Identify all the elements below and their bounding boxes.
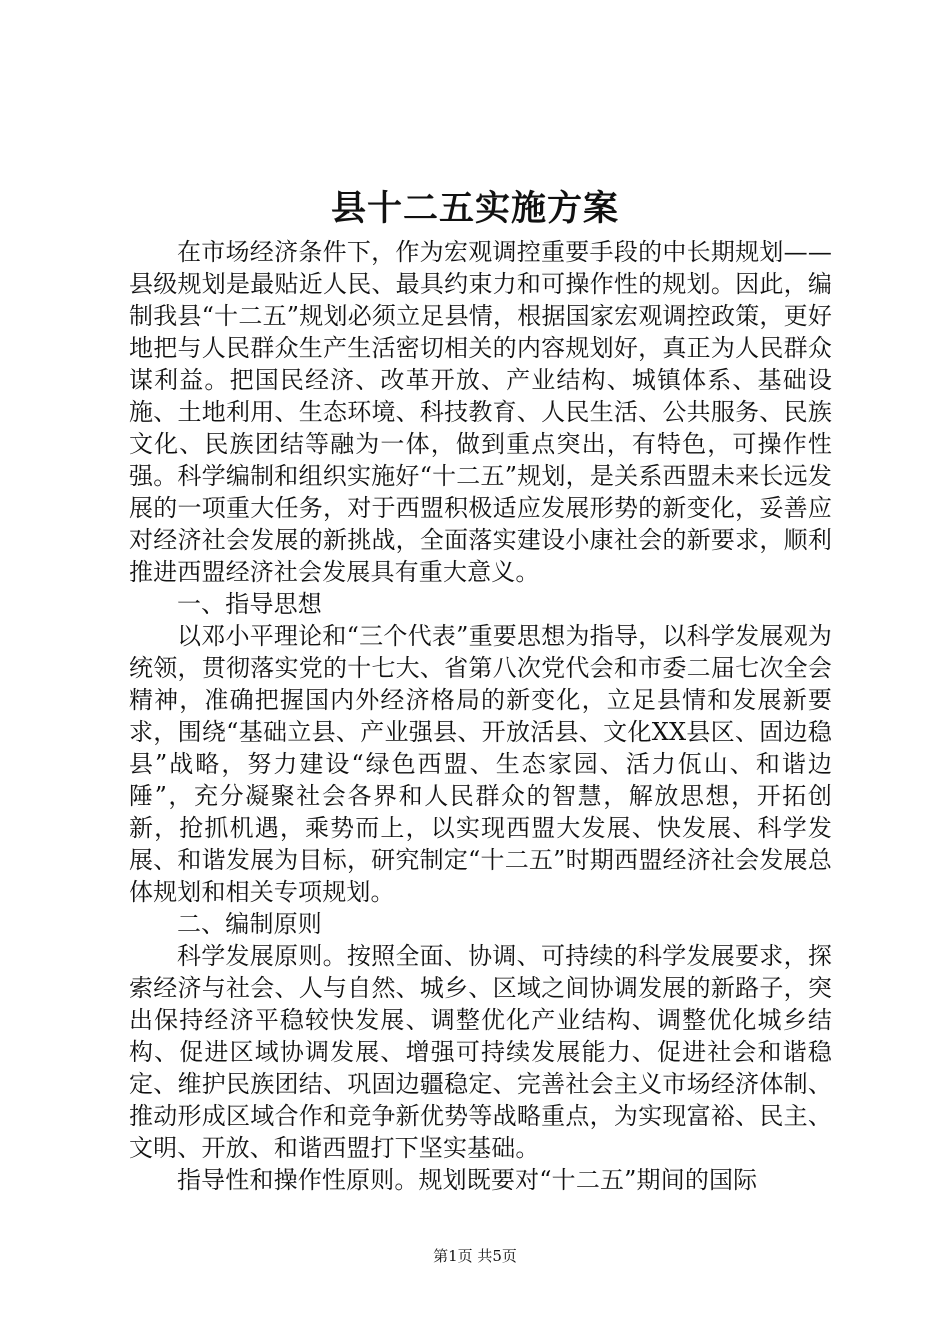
paragraph-operational-principle: 指导性和操作性原则。规划既要对“十二五”期间的国际 <box>177 1166 758 1194</box>
section-heading-principles: 二、编制原则 <box>177 910 322 938</box>
paragraph-guiding-ideology: 以邓小平理论和“三个代表”重要思想为指导，以科学发展观为统领，贯彻落实党的十七大、省第八次党代会和市委二届七次全会精神，准确把握国内外经济格局的新变化，立足县情和发展新要求，围绕“基础立县、产业强县、开放活县、文化XX县区、固边稳县”战略，努力建设“绿色西盟、生态家园、活力佤山、和谐边陲”，充分凝聚社会各界和人民群众的智慧，解放思想，开拓创新，抢抓机遇，乘势而上，以实现西盟大发展、快发展、科学发展、和谐发展为目标，研究制定“十二五”时期西盟经济社会发展总体规划和相关专项规划。 <box>129 622 832 906</box>
section-heading-guiding-ideology: 一、指导思想 <box>177 590 322 618</box>
document-body <box>129 236 832 1196</box>
page-number-footer: 第1页 共5页 <box>433 1247 517 1265</box>
paragraph-intro: 在市场经济条件下，作为宏观调控重要手段的中长期规划——县级规划是最贴近人民、最具约束力和可操作性的规划。因此，编制我县“十二五”规划必须立足县情，根据国家宏观调控政策，更好地把与人民群众生产生活密切相关的内容规划好，真正为人民群众谋利益。把国民经济、改革开放、产业结构、城镇体系、基础设施、土地利用、生态环境、科技教育、人民生活、公共服务、民族文化、民族团结等融为一体，做到重点突出，有特色，可操作性强。科学编制和组织实施好“十二五”规划，是关系西盟未来长远发展的一项重大任务，对于西盟积极适应发展形势的新变化，妥善应对经济社会发展的新挑战，全面落实建设小康社会的新要求，顺利推进西盟经济社会发展具有重大意义。 <box>129 238 832 586</box>
paragraph-scientific-principle: 科学发展原则。按照全面、协调、可持续的科学发展要求，探索经济与社会、人与自然、城乡、区域之间协调发展的新路子，突出保持经济平稳较快发展、调整优化产业结构、调整优化城乡结构、促进区域协调发展、增强可持续发展能力、促进社会和谐稳定、维护民族团结、巩固边疆稳定、完善社会主义市场经济体制、推动形成区域合作和竞争新优势等战略重点，为实现富裕、民主、文明、开放、和谐西盟打下坚实基础。 <box>129 942 832 1162</box>
document-title: 县十二五实施方案 <box>330 188 619 229</box>
